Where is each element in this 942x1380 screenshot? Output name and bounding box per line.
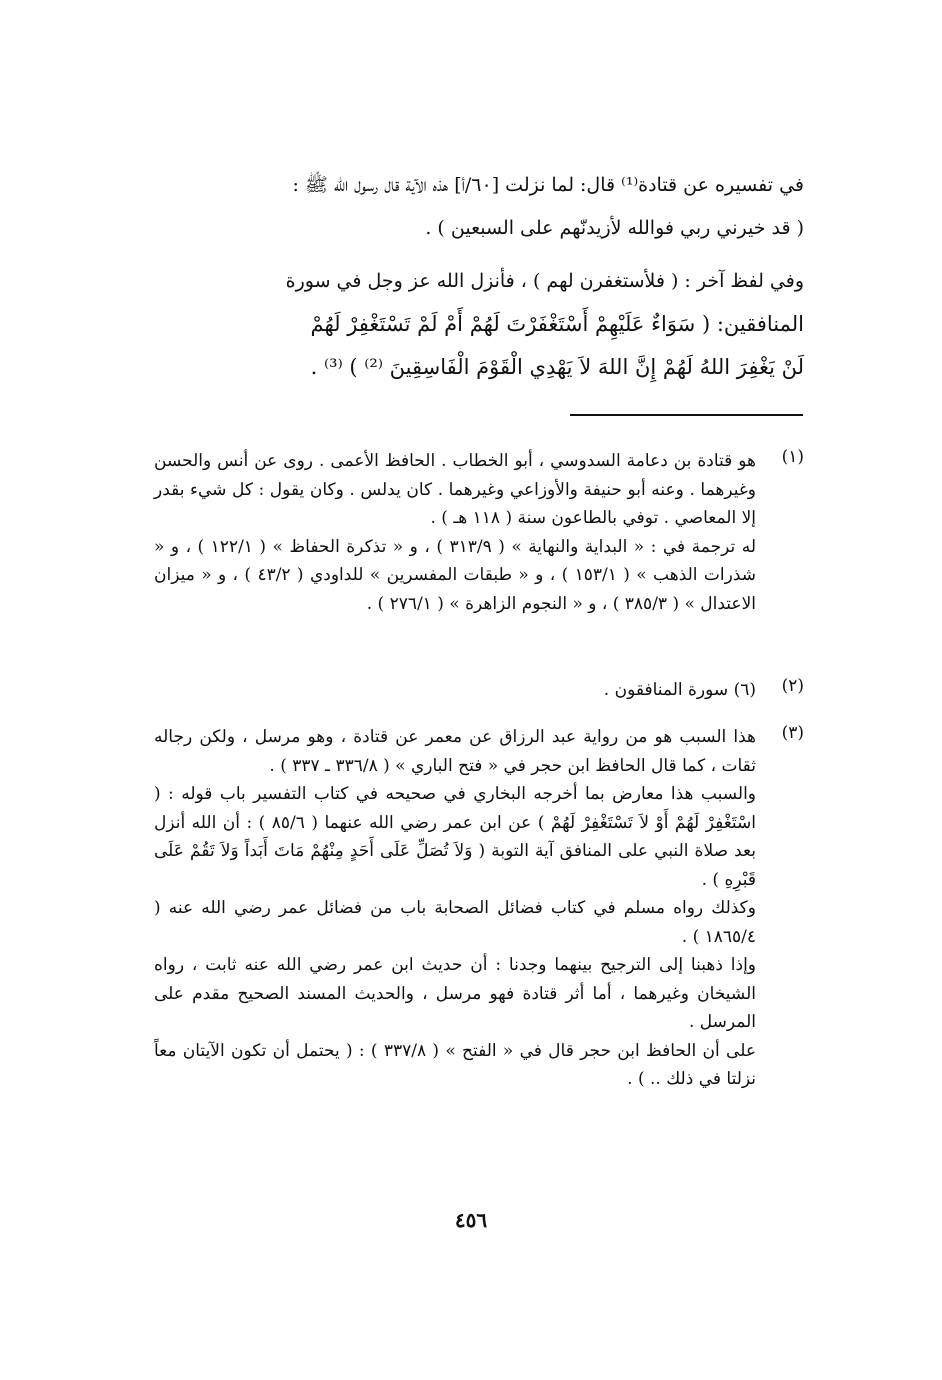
footnote-paragraph: (٦) سورة المنافقون . <box>603 680 756 700</box>
main-text-line-1: في تفسيره عن قتادة⁽¹⁾ قال: لما نزلت [٦٠/أ] هذه الآية قال رسول الله ﷺ : <box>292 174 804 196</box>
footnote-2 <box>154 676 804 705</box>
footnote-paragraph: هو قتادة بن دعامة السدوسي ، أبو الخطاب . الحافظ الأعمى . روى عن أنس والحسن وغيرهما . وعنه أبو حنيفة والأوزاعي وغيرهما . كان يدلس . وكان يقول : كل شيء بقدر إلا المعاصي . توفي بالطاعون سنة ( ١١٨ هـ ) . <box>154 451 756 528</box>
main-text-line-3: وفي لفظ آخر : ( فلأستغفرن لهم ) ، فأنزل الله عز وجل في سورة <box>285 270 804 292</box>
footnote-number: (٣) <box>781 723 804 743</box>
main-text-line-5: لَنْ يَغْفِرَ اللهُ لَهُمْ إِنَّ اللهَ لاَ يَهْدِي الْقَوْمَ الْفَاسِقِينَ ⁽²⁾ ) ⁽³⁾ . <box>310 355 804 379</box>
main-text-line-2: ( قد خيرني ربي فوالله لأزيدنّهم على السبعين ) . <box>425 217 804 239</box>
footnote-paragraph: وإذا ذهبنا إلى الترجيح بينهما وجدنا : أن حديث ابن عمر رضي الله عنه ثابت ، رواه الشيخان وغيرهما ، أما أثر قتادة فهو مرسل ، والحديث المسند الصحيح مقدم على المرسل . <box>154 955 756 1032</box>
footnote-paragraph: والسبب هذا معارض بما أخرجه البخاري في صحيحه في كتاب التفسير باب قوله : ( اسْتَغْفِرْ لَهُمْ أَوْ لاَ تَسْتَغْفِرْ لَهُمْ ) عن ابن عمر رضي الله عنهما ( ٨٥/٦ ) : أن الله أنزل بعد صلاة النبي على المنافق آية التوبة ( وَلاَ تُصَلِّ عَلَى أَحَدٍ مِنْهُمْ مَاتَ أَبَداً وَلاَ تَقُمْ عَلَى قَبْرِهِ ) . <box>154 784 756 890</box>
footnote-1 <box>154 447 804 618</box>
footnote-number: (٢) <box>781 676 804 696</box>
footnote-3 <box>154 723 804 1094</box>
footnote-separator <box>570 414 803 416</box>
footnote-number: (١) <box>781 447 804 467</box>
main-text-line-4: المنافقين: ( سَوَاءٌ عَلَيْهِمْ أَسْتَغْفَرْتَ لَهُمْ أَمْ لَمْ تَسْتَغْفِرْ لَهُمْ <box>310 312 804 336</box>
footnote-paragraph: هذا السبب هو من رواية عبد الرزاق عن معمر عن قتادة ، وهو مرسل ، ولكن رجاله ثقات ، كما قال الحافظ ابن حجر في « فتح الباري » ( ٣٣٦/٨ ـ ٣٣٧ ) . <box>154 727 756 776</box>
page-number: ٤٥٦ <box>454 1208 488 1232</box>
footnote-paragraph: وكذلك رواه مسلم في كتاب فضائل الصحابة باب من فضائل عمر رضي الله عنه ( ١٨٦٥/٤ ) . <box>154 898 756 947</box>
footnote-paragraph: على أن الحافظ ابن حجر قال في « الفتح » ( ٣٣٧/٨ ) : ( يحتمل أن تكون الآيتان معاً نزلتا في ذلك .. ) . <box>154 1040 756 1089</box>
footnote-paragraph: له ترجمة في : « البداية والنهاية » ( ٣١٣/٩ ) ، و « تذكرة الحفاظ » ( ١٢٢/١ ) ، و « شذرات الذهب » ( ١٥٣/١ ) ، و « طبقات المفسرين » للداودي ( ٤٣/٢ ) ، و « ميزان الاعتدال » ( ٣٨٥/٣ ) ، و « النجوم الزاهرة » ( ٢٧٦/١ ) . <box>154 536 756 614</box>
